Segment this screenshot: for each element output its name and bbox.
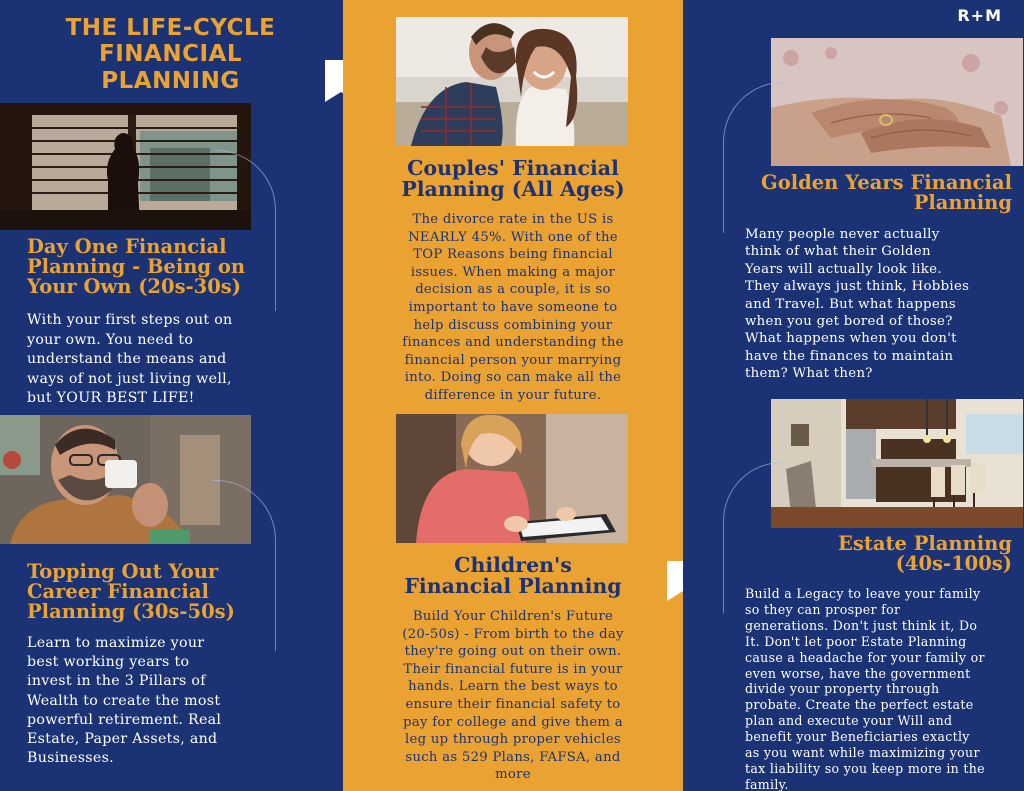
body-line: generations. Don't just think it, Do [745, 617, 978, 633]
body-line: your own. You need to [27, 331, 194, 348]
section-heading [761, 173, 1012, 213]
body-line: Build Your Children's Future [412, 609, 614, 624]
body-line: (20-50s) - From birth to the day [402, 626, 624, 642]
elderly-hands-photo [771, 38, 1023, 166]
body-line: and Travel. But what happens [745, 296, 956, 312]
heading-line: Planning - Being on [27, 254, 246, 278]
body-line: into. Doing so can make all the [404, 370, 622, 386]
heading-line: Golden Years Financial [761, 171, 1012, 194]
body-line: help discuss combining your [413, 317, 613, 333]
child-tablet-photo [396, 414, 628, 543]
brand-logo: R+M [957, 6, 1002, 25]
body-line: invest in the 3 Pillars of [27, 673, 206, 690]
body-line: Wealth to create the most [27, 692, 221, 709]
body-line: Estate, Paper Assets, and [27, 731, 218, 748]
body-line: Businesses. [27, 750, 114, 767]
body-line: NEARLY 45%. With one of the [408, 229, 618, 245]
section-body [343, 608, 683, 784]
heading-line: Planning (All Ages) [401, 176, 625, 201]
left-panel [0, 0, 343, 791]
section-heading [27, 562, 235, 622]
body-line: even worse, have the government [745, 665, 971, 681]
body-line: think of what their Golden [745, 244, 931, 260]
body-line: issues. When making a major [410, 264, 616, 280]
body-line: important to have someone to [408, 299, 618, 315]
body-line: The divorce rate in the US is [412, 212, 614, 227]
body-line: tax liability so you keep more in the [745, 760, 985, 776]
bookmark-icon [325, 60, 343, 102]
body-line: when you get bored of those? [745, 314, 953, 330]
kitchen-photo [771, 399, 1023, 528]
heading-line: Financial Planning [404, 573, 622, 598]
heading-line: Planning (30s-50s) [27, 599, 235, 623]
body-line: understand the means and [27, 351, 227, 368]
body-line: decision as a couple, it is so [415, 282, 611, 298]
body-line: cause a headache for your family or [745, 649, 985, 665]
body-line: more [495, 767, 531, 783]
section-body [27, 634, 221, 768]
main-title-line: FINANCIAL [99, 41, 242, 68]
heading-line: Couples' Financial [407, 156, 619, 180]
heading-line: Day One Financial [27, 235, 227, 258]
body-line: It. Don't let poor Estate Planning [745, 633, 967, 649]
body-line: so they can prosper for [745, 601, 901, 617]
section-heading [343, 555, 683, 597]
body-line: family. [745, 776, 789, 791]
body-line: With your first steps out on [27, 312, 233, 328]
right-panel [683, 0, 1024, 791]
body-line: Many people never actually [745, 227, 940, 242]
middle-panel [343, 0, 683, 791]
body-line: but YOUR BEST LIFE! [27, 390, 195, 407]
body-line: difference in your future. [424, 387, 602, 403]
section-body [343, 211, 683, 405]
heading-line: Children's [454, 553, 572, 577]
heading-line: Career Financial [27, 579, 209, 603]
body-line: Learn to maximize your [27, 635, 205, 651]
body-line: Their financial future is in your [403, 661, 623, 677]
body-line: Build a Legacy to leave your family [745, 586, 981, 601]
body-line: best working years to [27, 654, 190, 671]
main-title-line: PLANNING [101, 67, 240, 94]
main-title-line: THE LIFE-CYCLE [65, 15, 276, 41]
heading-line: (40s-100s) [895, 551, 1012, 575]
body-line: They always just think, Hobbies [745, 279, 970, 295]
section-heading [27, 237, 245, 297]
body-line: What happens when you don't [745, 331, 957, 347]
body-line: Years will actually look like. [745, 261, 942, 277]
body-line: benefit your Beneficiaries exactly [745, 729, 970, 745]
body-line: have the finances to maintain [745, 348, 954, 364]
heading-line: Your Own (20s-30s) [27, 274, 241, 298]
body-line: probate. Create the perfect estate [745, 697, 974, 713]
body-line: pay for college and give them a [403, 714, 623, 730]
woman-window-photo [0, 103, 251, 230]
body-line: TOP Reasons being financial [413, 247, 613, 263]
heading-line: Topping Out Your [27, 560, 219, 583]
body-line: they're going out on their own. [404, 644, 622, 660]
section-heading [838, 534, 1012, 574]
heading-line: Estate Planning [838, 532, 1012, 555]
body-line: hands. Learn the best ways to [408, 679, 618, 695]
body-line: ways of not just living well, [27, 370, 232, 387]
section-body [745, 586, 985, 791]
heading-line: Planning [913, 190, 1012, 214]
body-line: leg up through proper vehicles [404, 732, 621, 748]
section-heading [343, 158, 683, 200]
couple-photo [396, 17, 628, 146]
body-line: powerful retirement. Real [27, 711, 222, 728]
main-title [18, 15, 323, 94]
body-line: plan and execute your Will and [745, 713, 953, 729]
body-line: as you want while maximizing your [745, 745, 980, 761]
body-line: ensure their financial safety to [405, 696, 621, 712]
body-line: financial person your marrying [404, 352, 622, 368]
bookmark-icon [667, 561, 683, 601]
section-body [27, 311, 233, 409]
body-line: such as 529 Plans, FAFSA, and [405, 749, 621, 765]
section-body [745, 226, 969, 383]
body-line: them? What then? [745, 366, 873, 382]
body-line: finances and understanding the [402, 335, 624, 351]
body-line: divide your property through [745, 681, 940, 697]
